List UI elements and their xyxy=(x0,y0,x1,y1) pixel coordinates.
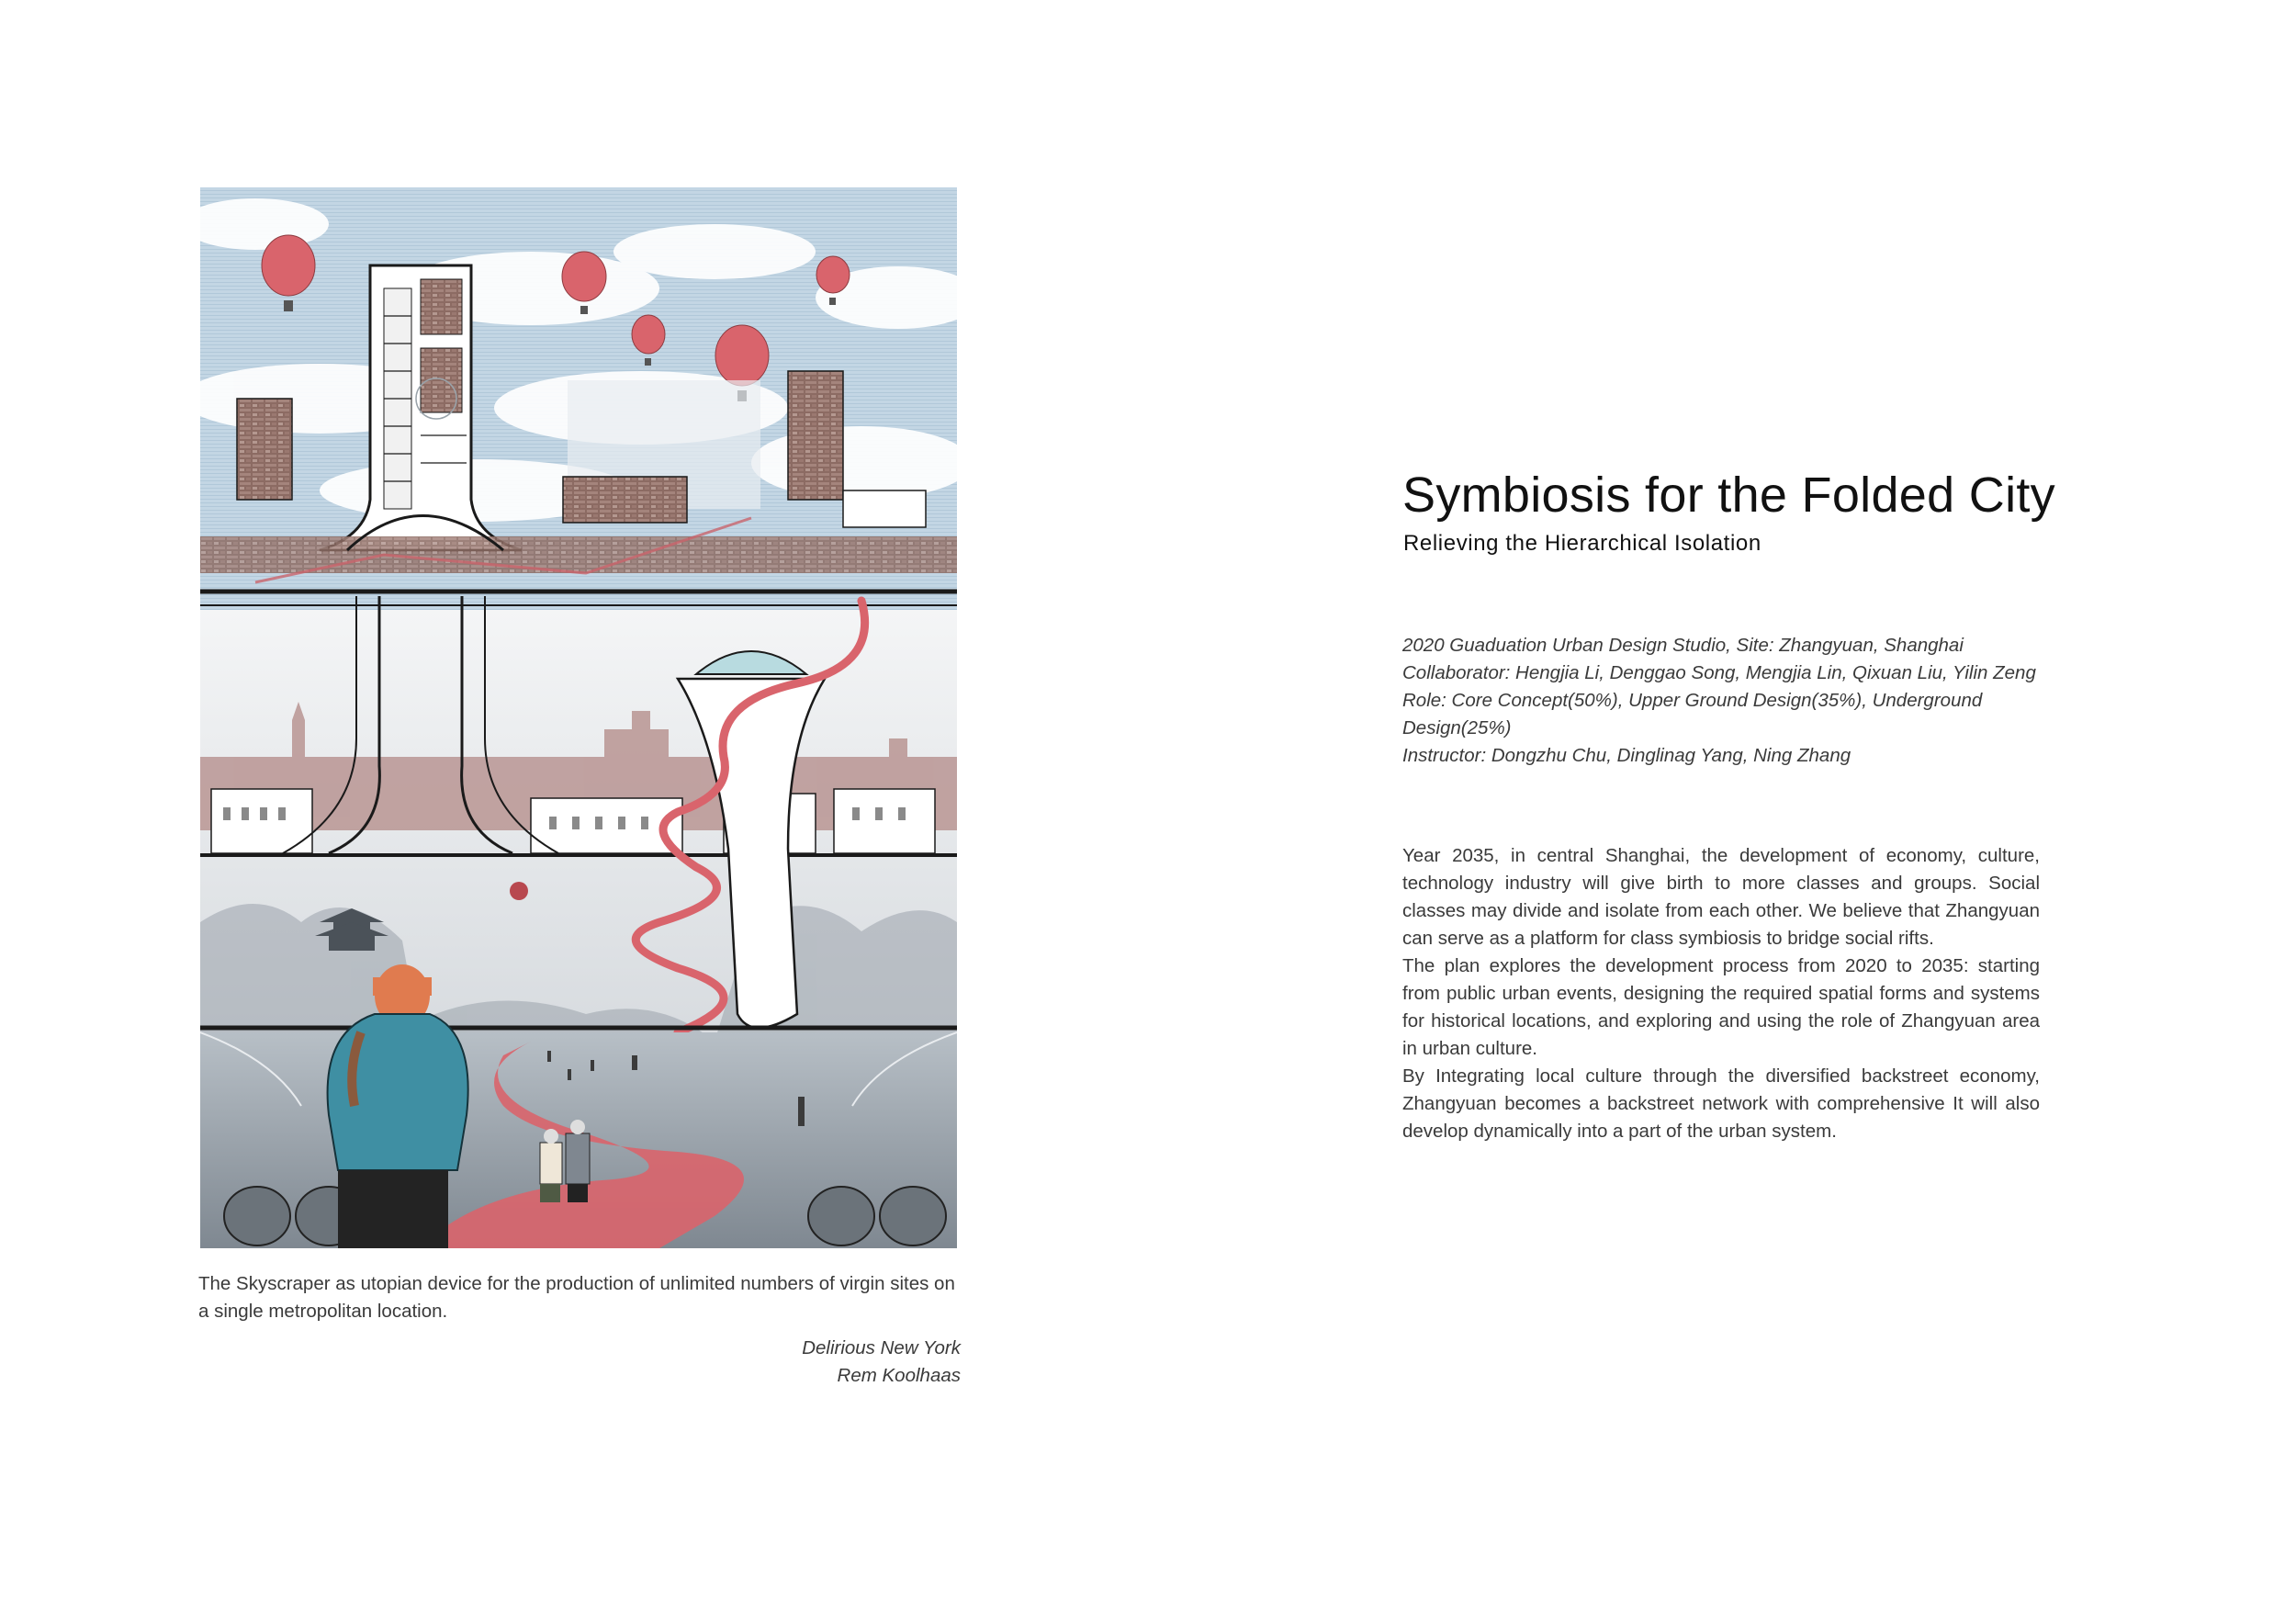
description-paragraph: The plan explores the development process from 2020 to 2035: starting from public urban events, designing the required spatial forms and systems for historical locations, and exploring and using the role of Zhangyuan area in urban culture. xyxy=(1402,955,2040,1059)
description-paragraph: Year 2035, in central Shanghai, the development of economy, culture, technology industry will give birth to more classes and groups. Social classes may divide and isolate from each other. We believe that Zhangyuan can serve as a platform for class symbiosis to bridge social rifts. xyxy=(1402,845,2040,949)
quote-source: Delirious New York xyxy=(802,1337,961,1358)
project-info xyxy=(1402,632,2040,770)
project-description xyxy=(1402,842,2040,1145)
folded-city-section-drawing xyxy=(200,187,957,1248)
quote-text: The Skyscraper as utopian device for the production of unlimited numbers of virgin sites on a single metropolitan location. xyxy=(198,1273,955,1322)
role-line-continued: Design(25%) xyxy=(1402,717,1512,738)
studio-line: 2020 Guaduation Urban Design Studio, Site: Zhangyuan, Shanghai xyxy=(1402,635,1964,656)
instructor-line: Instructor: Dongzhu Chu, Dinglinag Yang, Ning Zhang xyxy=(1402,745,1851,766)
collaborator-line: Collaborator: Hengjia Li, Denggao Song, Mengjia Lin, Qixuan Liu, Yilin Zeng xyxy=(1402,662,2036,683)
page-subtitle: Relieving the Hierarchical Isolation xyxy=(1403,531,1761,556)
description-paragraph: By Integrating local culture through the diversified backstreet economy, Zhangyuan becomes a backstreet network with comprehensive It will also develop dynamically into a part of the urban system. xyxy=(1402,1065,2040,1142)
role-line: Role: Core Concept(50%), Upper Ground Design(35%), Underground xyxy=(1402,690,1983,711)
quote-author: Rem Koolhaas xyxy=(837,1365,961,1386)
collage-illustration xyxy=(200,187,957,1248)
page-title: Symbiosis for the Folded City xyxy=(1402,468,2055,523)
